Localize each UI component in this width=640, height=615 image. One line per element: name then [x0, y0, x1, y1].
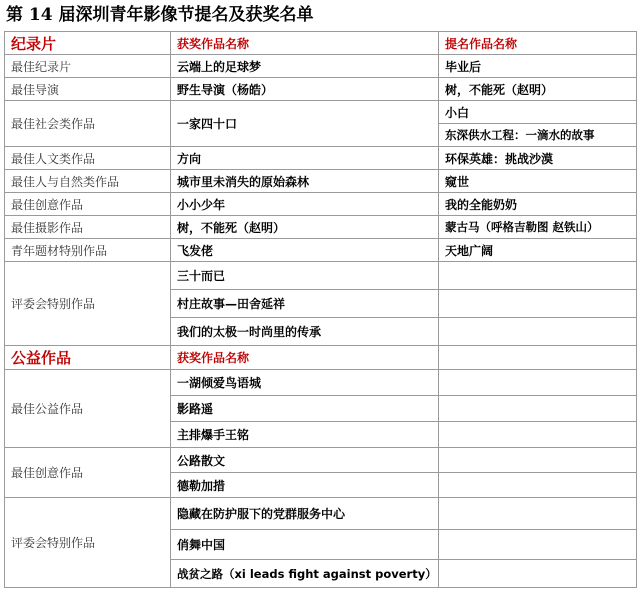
winner-cell: 隐藏在防护服下的党群服务中心	[171, 498, 439, 530]
winner-cell: 影路遥	[171, 396, 439, 422]
winner-cell: 一家四十口	[171, 101, 439, 147]
winner-cell: 云端上的足球梦	[171, 55, 439, 78]
nominee-cell: 窥世	[439, 170, 637, 193]
empty-cell	[439, 560, 637, 588]
empty-cell	[439, 318, 637, 346]
category-cell: 最佳人与自然类作品	[5, 170, 171, 193]
category-cell: 最佳创意作品	[5, 193, 171, 216]
column-header-winner: 获奖作品名称	[171, 32, 439, 55]
category-cell: 最佳导演	[5, 78, 171, 101]
empty-cell	[439, 448, 637, 473]
winner-cell: 小小少年	[171, 193, 439, 216]
category-cell: 最佳人文类作品	[5, 147, 171, 170]
empty-cell	[439, 530, 637, 560]
table-row	[5, 498, 637, 530]
empty-cell	[439, 262, 637, 290]
table-row	[5, 370, 637, 396]
nominee-cell: 东深供水工程：一滴水的故事	[439, 124, 637, 147]
nominee-cell: 我的全能奶奶	[439, 193, 637, 216]
section-title-public: 公益作品	[5, 346, 171, 370]
table-row	[5, 55, 637, 78]
category-cell: 最佳纪录片	[5, 55, 171, 78]
table-row	[5, 78, 637, 101]
winner-cell: 三十而已	[171, 262, 439, 290]
nominee-cell: 天地广阔	[439, 239, 637, 262]
category-cell: 评委会特别作品	[5, 498, 171, 588]
table-row	[5, 193, 637, 216]
section-title-documentary: 纪录片	[5, 32, 171, 55]
category-cell: 最佳创意作品	[5, 448, 171, 498]
category-cell: 评委会特别作品	[5, 262, 171, 346]
winner-cell: 野生导演（杨皓）	[171, 78, 439, 101]
nominee-cell: 毕业后	[439, 55, 637, 78]
winner-cell: 公路散文	[171, 448, 439, 473]
nominee-cell: 蒙古马（呼格吉勒图 赵铁山）	[439, 216, 637, 239]
category-cell: 最佳公益作品	[5, 370, 171, 448]
empty-cell	[439, 396, 637, 422]
winner-cell: 一湖倾爱鸟语城	[171, 370, 439, 396]
page-title: 第 14 届深圳青年影像节提名及获奖名单	[6, 5, 314, 25]
category-cell: 最佳社会类作品	[5, 101, 171, 147]
empty-cell	[439, 422, 637, 448]
column-header-winner: 获奖作品名称	[171, 346, 439, 370]
table-header-row	[5, 32, 637, 55]
empty-cell	[439, 498, 637, 530]
table-row	[5, 239, 637, 262]
table-row	[5, 101, 637, 124]
empty-cell	[439, 370, 637, 396]
empty-cell	[439, 290, 637, 318]
winner-cell: 德勒加措	[171, 473, 439, 498]
winner-cell: 飞发佬	[171, 239, 439, 262]
winner-cell: 俏舞中国	[171, 530, 439, 560]
table-row	[5, 448, 637, 473]
empty-cell	[439, 473, 637, 498]
table-row	[5, 262, 637, 290]
nominee-cell: 树，不能死（赵明）	[439, 78, 637, 101]
category-cell: 青年题材特别作品	[5, 239, 171, 262]
empty-cell	[439, 346, 637, 370]
winner-cell: 方向	[171, 147, 439, 170]
table-row	[5, 170, 637, 193]
table-row	[5, 216, 637, 239]
winner-cell: 我们的太极一时尚里的传承	[171, 318, 439, 346]
category-cell: 最佳摄影作品	[5, 216, 171, 239]
table-row	[5, 147, 637, 170]
winner-cell: 村庄故事—田舍延祥	[171, 290, 439, 318]
column-header-nominee: 提名作品名称	[439, 32, 637, 55]
winner-cell: 城市里未消失的原始森林	[171, 170, 439, 193]
nominee-cell: 环保英雄：挑战沙漠	[439, 147, 637, 170]
nominee-cell: 小白	[439, 101, 637, 124]
section-header-row	[5, 346, 637, 370]
awards-table	[4, 31, 637, 588]
winner-cell: 树，不能死（赵明）	[171, 216, 439, 239]
winner-cell: 战贫之路（xi leads fight against poverty）	[171, 560, 439, 588]
winner-cell: 主排爆手王铭	[171, 422, 439, 448]
